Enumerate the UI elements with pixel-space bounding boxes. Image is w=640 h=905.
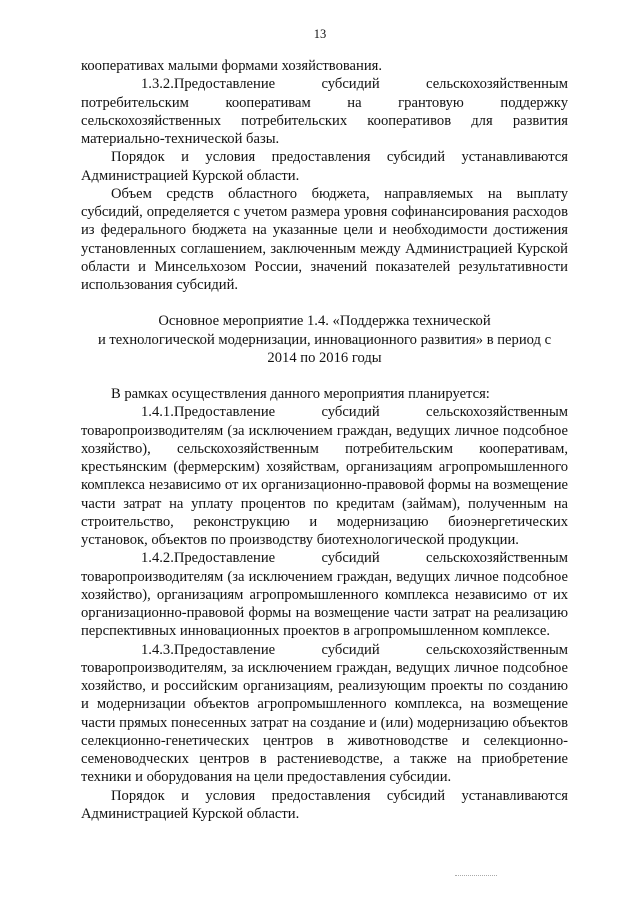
scan-artifact-line [455,875,497,877]
paragraph-continuation: кооперативах малыми формами хозяйствования. [81,58,383,74]
item-1-4-3-body: товаропроизводителям, за исключением граждан, ведущих личное подсобное хозяйство, и российским организациям, реализующим проекты по созданию и модернизации объектов агропромышленного комплекса, на возмещение части прямых понесенных затрат на создание и (или) модернизацию объектов селекционно-генетических центров в животноводстве и селекционно-семеноводческих центров в растениеводстве, а также на приобретение техники и оборудования на цели предоставления субсидии. [81,659,568,786]
item-1-4-3-lead [81,641,568,659]
item-lead-text: Предоставление субсидий сельскохозяйственным [173,404,568,421]
item-lead-text: Предоставление субсидий сельскохозяйственным [173,550,568,567]
item-1-4-2-lead [81,549,568,567]
item-1-3-2-lead [81,75,568,93]
item-number: 1.4.2. [141,550,174,567]
item-lead-text: Предоставление субсидий сельскохозяйственным [173,76,568,93]
section-heading-line-1: Основное мероприятие 1.4. «Поддержка технической [158,313,491,330]
item-1-4-1-lead [81,403,568,421]
section-heading-line-3: 2014 по 2016 годы [267,349,382,366]
item-1-4-2-body: товаропроизводителям (за исключением граждан, ведущих личное подсобное хозяйство), организациям агропромышленного комплекса независимо от их организационно-правовой формы на возмещение части затрат на реализацию перспективных инновационных проектов в агропромышленном комплексе. [81,568,568,640]
document-body [81,57,568,823]
item-number: 1.4.3. [141,641,174,658]
item-number: 1.3.2. [141,76,174,93]
section-spacer [81,367,568,385]
item-1-3-2-body: потребительским кооперативам на грантовую поддержку сельскохозяйственных потребительских кооперативов для развития материально-технической базы. [81,94,568,147]
paragraph-procedure-1-3: Порядок и условия предоставления субсидий устанавливаются Администрацией Курской области. [81,149,568,184]
item-number: 1.4.1. [141,404,174,421]
paragraph-intro-1-4: В рамках осуществления данного мероприятия планируется: [111,386,490,402]
page-number: 13 [313,27,327,41]
paragraph-budget: Объем средств областного бюджета, направляемых на выплату субсидий, определяется с учетом размера уровня софинансирования расходов из федерального бюджета на указанные цели и необходимости достижения установленных соглашением, заключенным между Администрацией Курской области и Минсельхозом России, значений показателей результативности использования субсидий. [81,185,568,293]
section-spacer [81,294,568,312]
item-1-4-1-body: товаропроизводителям (за исключением граждан, ведущих личное подсобное хозяйство), сельскохозяйственным потребительским кооперативам, крестьянским (фермерским) хозяйствам, организациям агропромышленного комплекса независимо от их организационно-правовой формы на возмещение части затрат на уплату процентов по кредитам (займам), полученным на строительство, реконструкцию и модернизацию биоэнергетических установок, объектов по производству биотехнологической продукции. [81,422,568,548]
item-lead-text: Предоставление субсидий сельскохозяйственным [173,641,568,658]
section-heading-line-2: и технологической модернизации, инновационного развития» в период с [97,331,552,348]
paragraph-procedure-1-4: Порядок и условия предоставления субсидий устанавливаются Администрацией Курской области. [81,787,568,822]
